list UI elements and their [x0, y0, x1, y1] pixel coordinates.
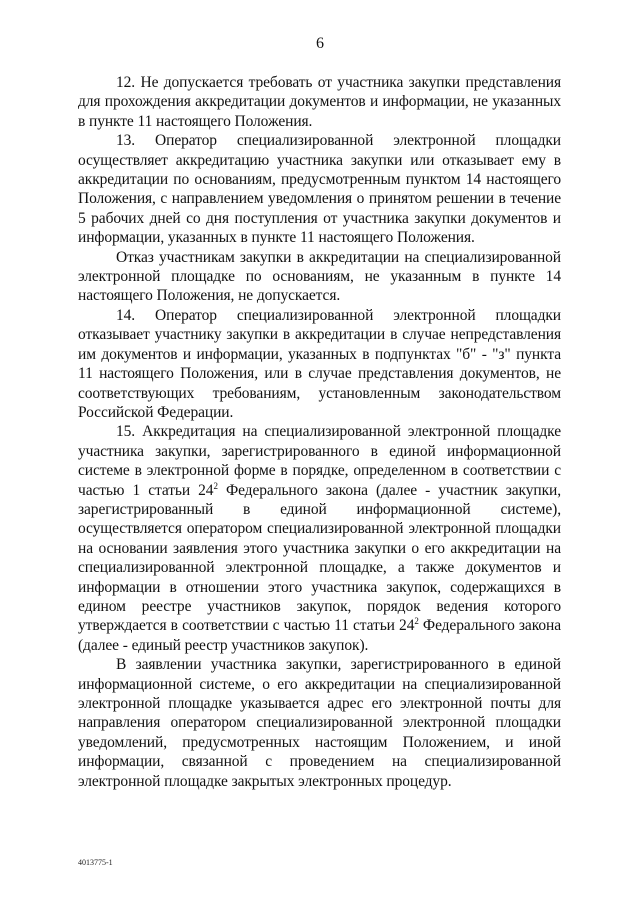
page-number: 6	[316, 35, 324, 52]
paragraph-12: 12. Не допускается требовать от участника закупки представления для прохождения аккредитации документов и информации, не указанных в пункте 11 настоящего Положения.	[78, 74, 561, 130]
paragraph-14: 14. Оператор специализированной электронной площадки отказывает участнику закупки в аккредитации в случае непредставления им документов и информации, указанных в подпунктах "б" - "з" пункта 11 настоящего Положения, или в случае представления документов, не соответствующих требованиям, установленным законодательством Российской Федерации.	[78, 306, 561, 421]
paragraph-15-part-c: Федерального закона (далее - единый реестр участников закупок).	[78, 617, 561, 654]
paragraph-13-refusal: Отказ участникам закупки в аккредитации на специализированной электронной площадке по основаниям, не указанным в пункте 14 настоящего Положения, не допускается.	[78, 248, 561, 305]
paragraph-15-application: В заявлении участника закупки, зарегистрированного в единой информационной системе, о его аккредитации на специализированной электронной площадке указывается адрес его электронной почты для направления оператором специализированной электронной площадки уведомлений, предусмотренных настоящим Положением, и иной информации, связанной с проведением на специализированной электронной площадке закрытых электронных процедур.	[78, 656, 561, 790]
document-body	[78, 73, 561, 791]
paragraph-15-part-a: 15. Аккредитация на специализированной электронной площадке участника закупки, зарегистрированного в единой информационной системе в электронной форме в порядке, определенном в соответствии с частью 1 статьи 24	[78, 423, 561, 499]
paragraph-15-part-b: Федерального закона (далее - участник закупки, зарегистрированный в единой информационной системе), осуществляется оператором специализированной электронной площадки на основании заявления этого участника закупки о его аккредитации на специализированной электронной площадке, а также документов и информации в отношении этого участника закупок, содержащихся в едином реестре участников закупок, порядок ведения которого утверждается в соответствии с частью 11 статьи 24	[78, 481, 561, 635]
document-code: 4013775-1	[78, 858, 113, 867]
article-superscript: 2	[213, 480, 218, 491]
paragraph-15	[78, 422, 561, 655]
article-superscript: 2	[414, 616, 419, 627]
paragraph-13: 13. Оператор специализированной электронной площадки осуществляет аккредитацию участника закупки или отказывает ему в аккредитации по основаниям, предусмотренным пунктом 14 настоящего Положения, с направлением уведомления о принятом решении в течение 5 рабочих дней со дня поступления от участника закупки документов и информации, указанных в пункте 11 настоящего Положения.	[78, 132, 561, 247]
